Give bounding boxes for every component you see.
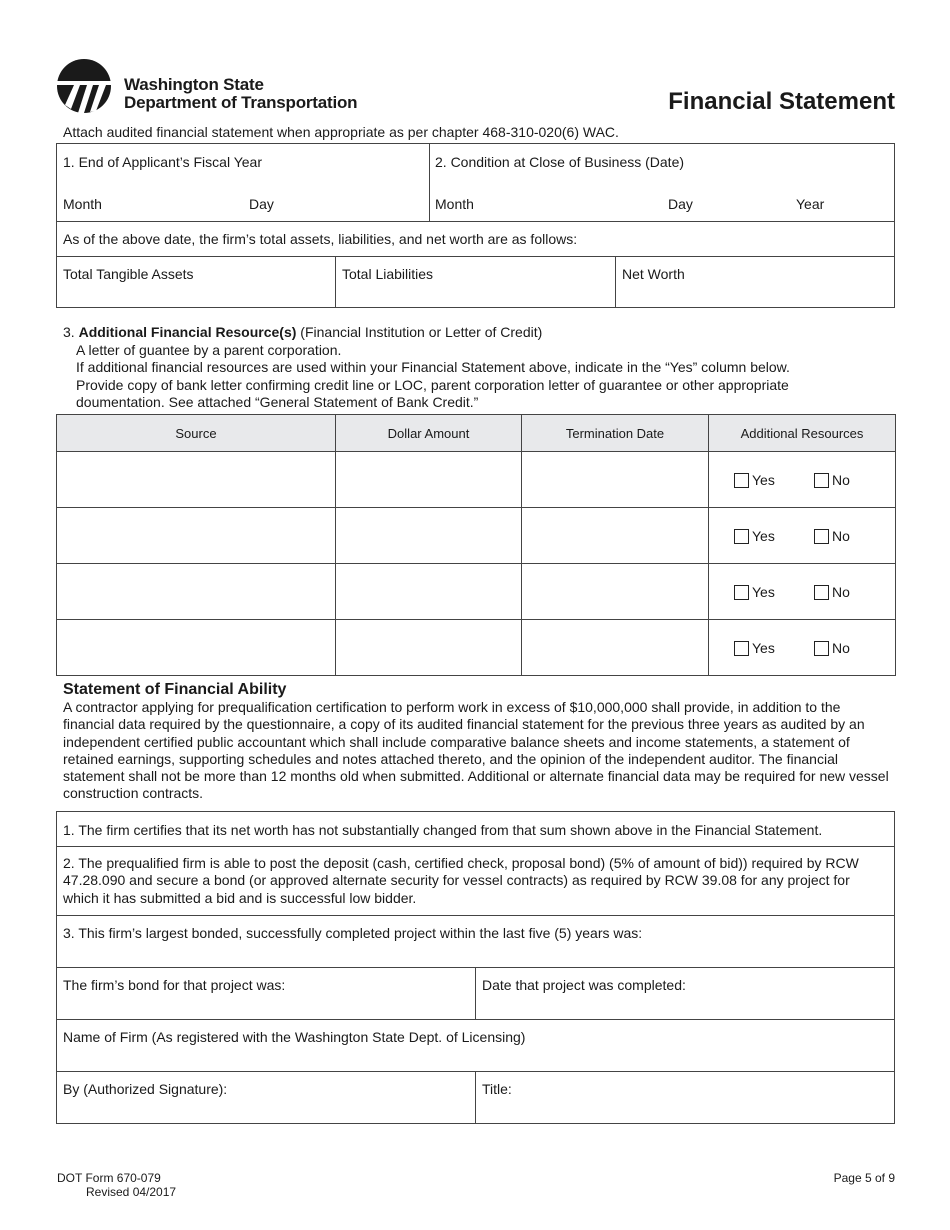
as-of-text: As of the above date, the firm’s total assets, liabilities, and net worth are as follows: <box>63 231 578 247</box>
section3-line2: If additional financial resources are used within your Financial Statement above, indicate in the “Yes” column below. <box>76 359 790 375</box>
section3-heading-line <box>63 324 790 342</box>
termination-date-cell[interactable] <box>522 452 709 508</box>
ability-paragraph: A contractor applying for prequalification certification to perform work in excess of $10,000,000 shall provide, in addition to the financial data required by the questionnaire, a copy of its audited financial statement for the previous three years as audited by an independent certified public accountant which shall include comparative balance sheets and income statements, a statement of retained earnings, supporting schedules and notes attached thereto, and the opinion of the independent auditor. The financial statement shall not be more than 12 months old when submitted. Additional or alternate financial data may be required for new vessel construction contracts. <box>63 699 889 802</box>
no-checkbox[interactable] <box>814 473 829 488</box>
certify-item-3[interactable]: 3. This firm’s largest bonded, successfully completed project within the last five (5) years was: <box>63 925 643 941</box>
termination-date-cell[interactable] <box>522 620 709 676</box>
form-number <box>57 1171 176 1199</box>
net-worth-field[interactable]: Net Worth <box>622 266 685 282</box>
section3-line4: doumentation. See attached “General Statement of Bank Credit.” <box>76 394 479 410</box>
section3-heading-note: (Financial Institution or Letter of Credit) <box>300 324 543 340</box>
financial-dates-box <box>56 143 895 308</box>
dollar-amount-cell[interactable] <box>336 620 522 676</box>
page-title: Financial Statement <box>668 88 895 115</box>
certify-item-2: 2. The prequalified firm is able to post the deposit (cash, certified check, proposal bond) (5% of amount of bid)) required by RCW 47.28.090 and secure a bond (or approved alternate security for vessel contracts) as required by RCW 39.08 for any project for which it has submitted a bid and is successful low bidder. <box>63 855 859 906</box>
yes-checkbox[interactable] <box>734 529 749 544</box>
additional-resources-section <box>63 324 790 412</box>
table-row <box>57 620 896 676</box>
resources-table <box>56 414 896 676</box>
no-checkbox[interactable] <box>814 529 829 544</box>
ability-heading: Statement of Financial Ability <box>63 681 287 698</box>
source-cell[interactable] <box>57 620 336 676</box>
instruction-text: Attach audited financial statement when appropriate as per chapter 468-310-020(6) WAC. <box>63 124 619 140</box>
no-label: No <box>832 471 850 488</box>
no-checkbox[interactable] <box>814 641 829 656</box>
certification-box <box>56 811 895 1124</box>
source-cell[interactable] <box>57 508 336 564</box>
fiscal-month-field[interactable]: Month <box>63 196 102 212</box>
dollar-amount-cell[interactable] <box>336 508 522 564</box>
condition-year-field[interactable]: Year <box>796 196 825 212</box>
source-cell[interactable] <box>57 452 336 508</box>
title-field[interactable]: Title: <box>482 1081 512 1097</box>
completion-date-field[interactable]: Date that project was completed: <box>482 977 686 993</box>
yes-label: Yes <box>752 471 775 488</box>
column-header-dollar-amount: Dollar Amount <box>336 415 522 452</box>
column-header-additional-resources: Additional Resources <box>709 415 896 452</box>
table-row <box>57 564 896 620</box>
column-header-termination-date: Termination Date <box>522 415 709 452</box>
table-row <box>57 508 896 564</box>
column-header-source: Source <box>57 415 336 452</box>
yes-label: Yes <box>752 583 775 600</box>
dollar-amount-cell[interactable] <box>336 564 522 620</box>
yes-checkbox[interactable] <box>734 473 749 488</box>
yes-checkbox[interactable] <box>734 585 749 600</box>
agency-name <box>124 76 357 112</box>
no-checkbox[interactable] <box>814 585 829 600</box>
form-number-text: DOT Form 670-079 <box>57 1171 161 1185</box>
total-liabilities-field[interactable]: Total Liabilities <box>342 266 434 282</box>
total-assets-field[interactable]: Total Tangible Assets <box>63 266 194 282</box>
certify-item-1: 1. The firm certifies that its net worth has not substantially changed from that sum shown above in the Financial Statement. <box>63 822 823 838</box>
additional-resources-cell <box>709 564 896 620</box>
no-label: No <box>832 527 850 544</box>
fiscal-year-label: 1. End of Applicant’s Fiscal Year <box>63 154 262 170</box>
table-header-row <box>57 415 896 452</box>
termination-date-cell[interactable] <box>522 508 709 564</box>
signature-field[interactable]: By (Authorized Signature): <box>63 1081 228 1097</box>
yes-checkbox[interactable] <box>734 641 749 656</box>
additional-resources-cell <box>709 620 896 676</box>
termination-date-cell[interactable] <box>522 564 709 620</box>
agency-line1: Washington State <box>124 75 264 94</box>
source-cell[interactable] <box>57 564 336 620</box>
section3-line1: A letter of guantee by a parent corporation. <box>76 341 342 358</box>
wsdot-logo-icon <box>57 59 111 113</box>
yes-label: Yes <box>752 527 775 544</box>
condition-month-field[interactable]: Month <box>435 196 474 212</box>
agency-line2: Department of Transportation <box>124 93 358 112</box>
fiscal-day-field[interactable]: Day <box>249 196 274 212</box>
additional-resources-cell <box>709 508 896 564</box>
no-label: No <box>832 639 850 656</box>
condition-day-field[interactable]: Day <box>668 196 693 212</box>
firm-name-field[interactable]: Name of Firm (As registered with the Washington State Dept. of Licensing) <box>63 1029 526 1045</box>
dollar-amount-cell[interactable] <box>336 452 522 508</box>
page-number: Page 5 of 9 <box>833 1171 895 1185</box>
condition-date-label: 2. Condition at Close of Business (Date) <box>435 154 685 170</box>
bond-amount-field[interactable]: The firm’s bond for that project was: <box>63 977 286 993</box>
yes-label: Yes <box>752 639 775 656</box>
section3-heading: Additional Financial Resource(s) <box>78 324 297 340</box>
table-row <box>57 452 896 508</box>
no-label: No <box>832 583 850 600</box>
additional-resources-cell <box>709 452 896 508</box>
revised-date: Revised 04/2017 <box>86 1185 177 1199</box>
section3-line3: Provide copy of bank letter confirming credit line or LOC, parent corporation letter of guarantee or other appropriate <box>76 376 789 393</box>
section3-number: 3. <box>63 324 75 340</box>
